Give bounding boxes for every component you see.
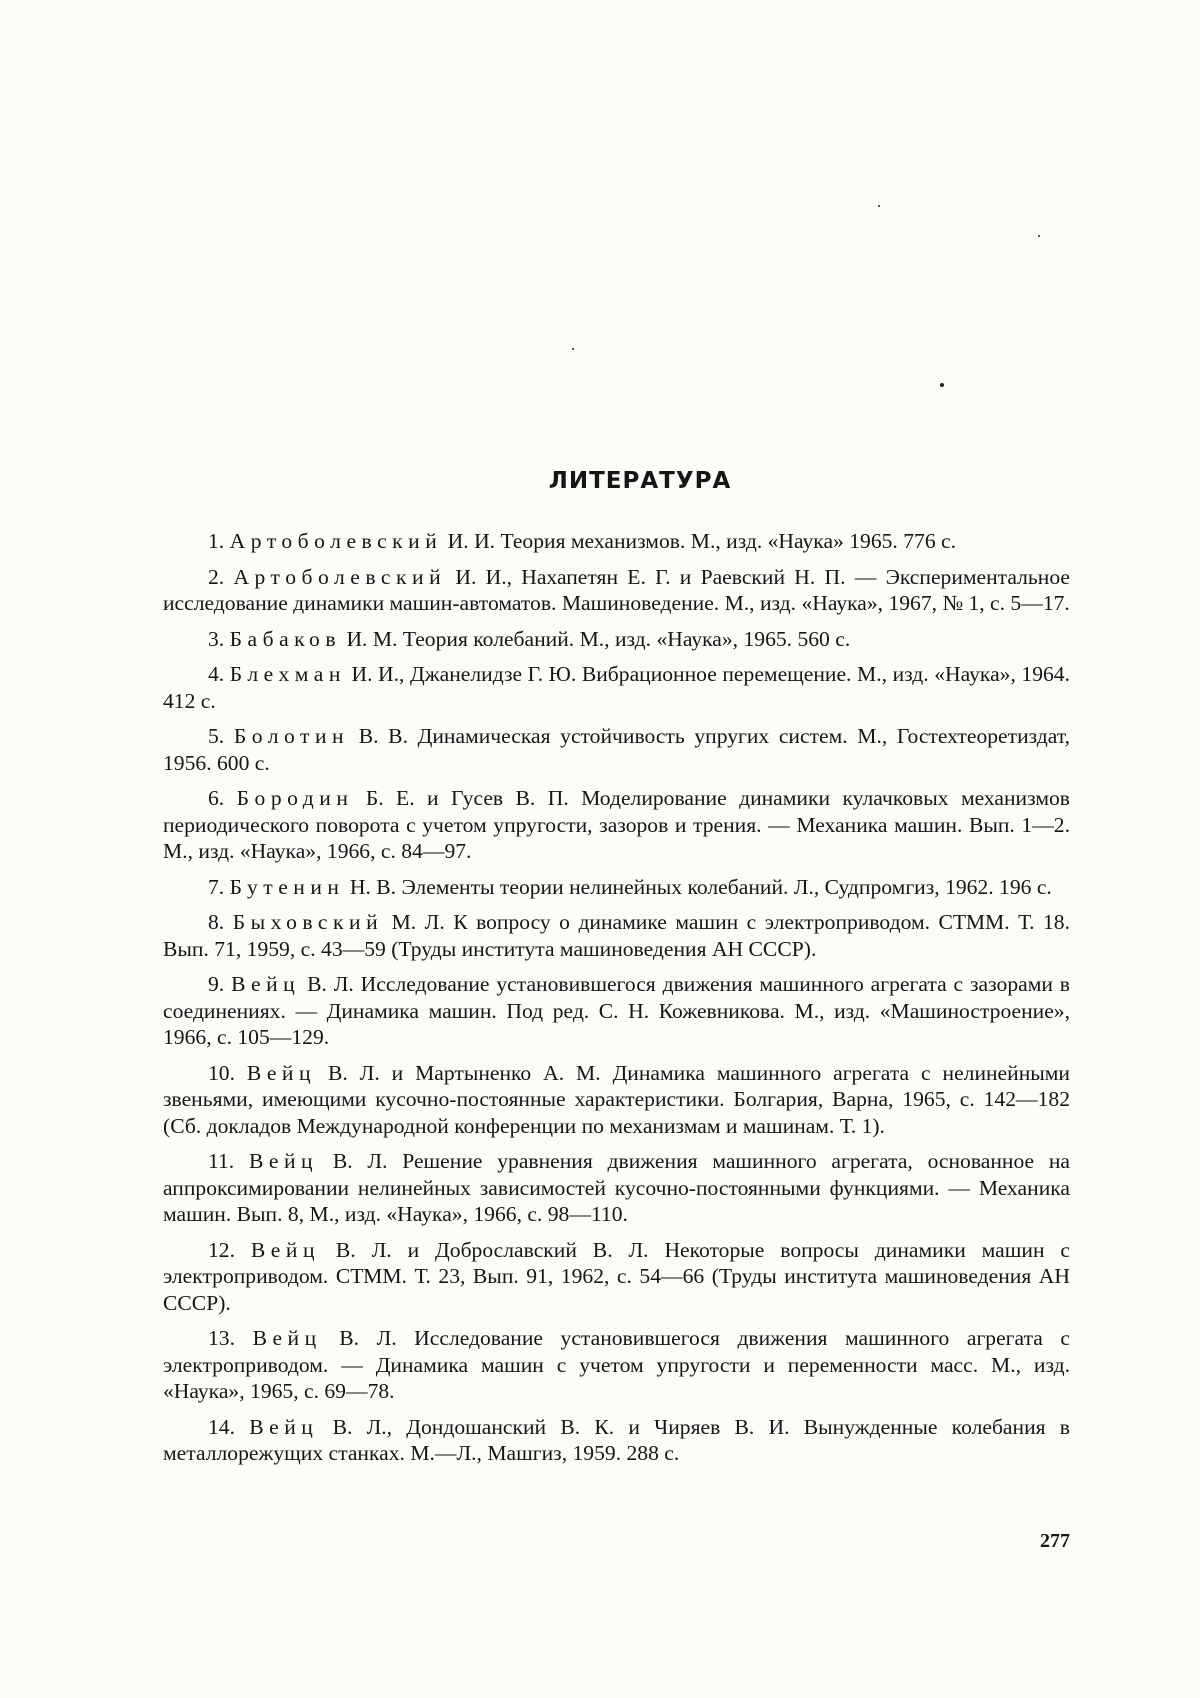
reference-item: 4. Блехман И. И., Джанелидзе Г. Ю. Вибрационное перемещение. М., изд. «Наука», 1964. 412 с. xyxy=(163,662,1071,713)
reference-item: 3. Бабаков И. М. Теория колебаний. М., изд. «Наука», 1965. 560 с. xyxy=(208,626,851,651)
scan-speck xyxy=(1038,235,1040,237)
page-title: ЛИТЕРАТУРА xyxy=(548,468,732,494)
reference-item: 14. Вейц В. Л., Дондошанский В. К. и Чиряев В. И. Вынужденные колебания в металлорежущих станках. М.—Л., Машгиз, 1959. 288 с. xyxy=(163,1414,1070,1465)
reference-item: 9. Вейц В. Л. Исследование установившегося движения машинного агрегата с зазорами в соединениях. — Динамика машин. Под ред. С. Н. Кожевникова. М., изд. «Машиностроение», 1966, с. 105—129. xyxy=(163,972,1070,1049)
scan-speck xyxy=(878,205,880,207)
reference-item: 6. Бородин Б. Е. и Гусев В. П. Моделирование динамики кулачковых механизмов периодического поворота с учетом упругости, зазоров и трения. — Механика машин. Вып. 1—2. М., изд. «Наука», 1966, с. 84—97. xyxy=(163,786,1070,863)
reference-item: 2. Артоболевский И. И., Нахапетян Е. Г. и Раевский Н. П. — Экспериментальное исследование динамики машин-автоматов. Машиноведение. М., изд. «Наука», 1967, № 1, с. 5—17. xyxy=(163,564,1070,615)
reference-item: 1. Артоболевский И. И. Теория механизмов. М., изд. «Наука» 1965. 776 с. xyxy=(208,529,956,553)
reference-item: 8. Быховский М. Л. К вопросу о динамике машин с электроприводом. СТММ. Т. 18. Вып. 71, 1959, с. 43—59 (Труды института машиноведения АН СССР). xyxy=(163,910,1070,961)
scan-speck xyxy=(572,348,574,350)
reference-item: 11. Вейц В. Л. Решение уравнения движения машинного агрегата, основанное на аппроксимировании нелинейных зависимостей кусочно-постоянными функциями. — Механика машин. Вып. 8, М., изд. «Наука», 1966, с. 98—110. xyxy=(163,1149,1070,1226)
reference-item: 12. Вейц В. Л. и Доброславский В. Л. Некоторые вопросы динамики машин с электроприводом. СТММ. Т. 23, Вып. 91, 1962, с. 54—66 (Труды института машиноведения АН СССР). xyxy=(163,1237,1070,1315)
scan-speck xyxy=(940,383,944,387)
reference-item: 10. Вейц В. Л. и Мартыненко А. М. Динамика машинного агрегата с нелинейными звеньями, имеющими кусочно-постоянные характеристики. Болгария, Варна, 1965, с. 142—182 (Сб. докладов Международной конференции по механизмам и машинам. Т. 1). xyxy=(163,1060,1070,1138)
reference-list xyxy=(163,528,1070,1476)
reference-item: 13. Вейц В. Л. Исследование установившегося движения машинного агрегата с электроприводом. — Динамика машин с учетом упругости и переменности масс. М., изд. «Наука», 1965, с. 69—78. xyxy=(163,1326,1070,1403)
reference-item: 5. Болотин В. В. Динамическая устойчивость упругих систем. М., Гостехтеоретиздат, 1956. 600 с. xyxy=(163,724,1070,775)
reference-item: 7. Бутенин Н. В. Элементы теории нелинейных колебаний. Л., Судпромгиз, 1962. 196 с. xyxy=(208,874,1052,899)
page-number: 277 xyxy=(1040,1530,1070,1552)
